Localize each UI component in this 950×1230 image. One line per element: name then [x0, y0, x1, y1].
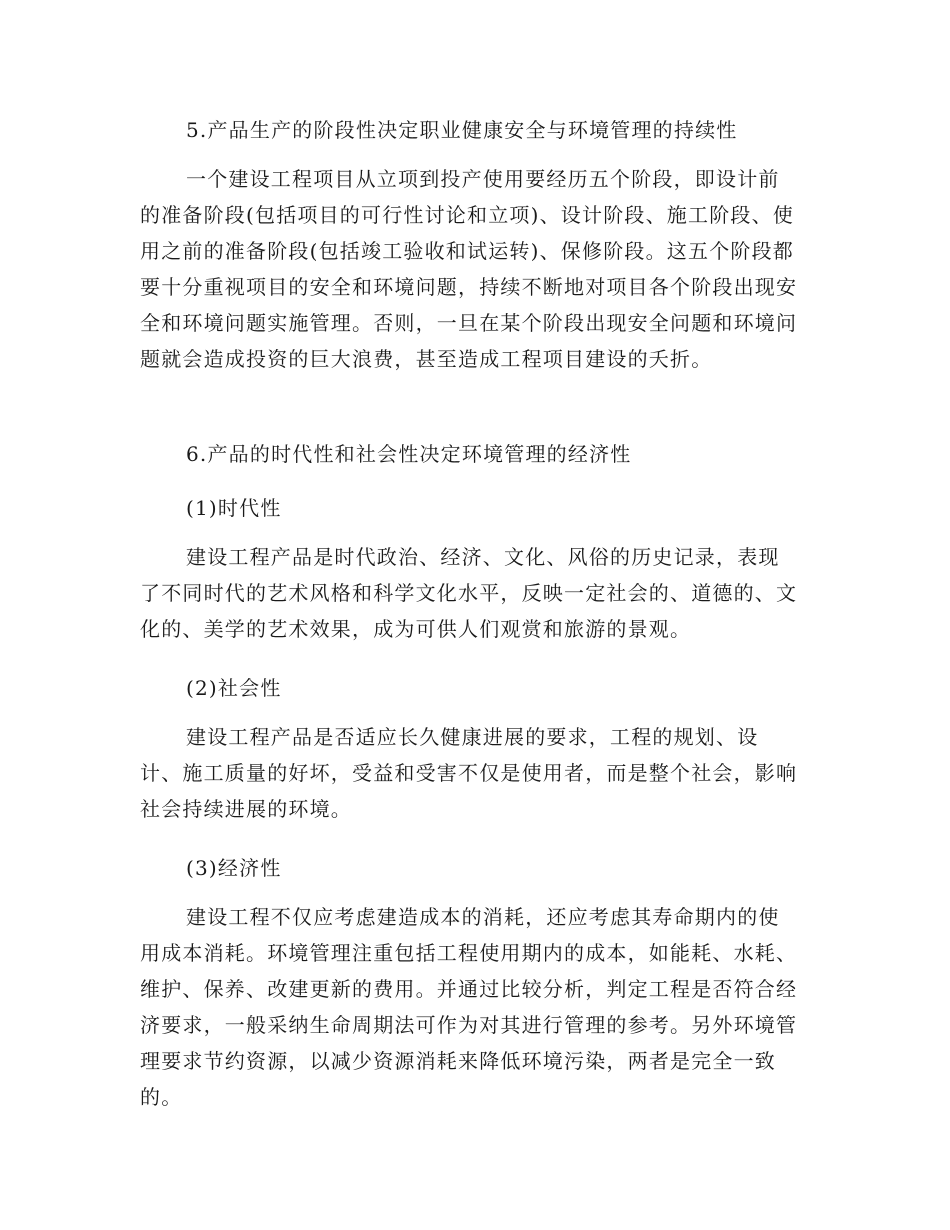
- subheading-social: (2)社会性: [186, 676, 282, 700]
- paragraph-stages: 一个建设工程项目从立项到投产使用要经历五个阶段，即设计前的准备阶段(包括项目的可行性讨论和立项)、设计阶段、施工阶段、使用之前的准备阶段(包括竣工验收和试运转)、保修阶段。这五个阶段都要十分重视项目的安全和环境问题，持续不断地对项目各个阶段出现安全和环境问题实施管理。否则，一旦在某个阶段出现安全问题和环境问题就会造成投资的巨大浪费，甚至造成工程项目建设的夭折。: [140, 167, 798, 371]
- paragraph-social: 建设工程产品是否适应长久健康进展的要求，工程的规划、设计、施工质量的好坏，受益和受害不仅是使用者，而是整个社会，影响社会持续进展的环境。: [140, 725, 798, 821]
- section-heading-5: 5.产品生产的阶段性决定职业健康安全与环境管理的持续性: [186, 118, 738, 142]
- subheading-economic: (3)经济性: [186, 856, 282, 880]
- paragraph-era: 建设工程产品是时代政治、经济、文化、风俗的历史记录，表现了不同时代的艺术风格和科学文化水平，反映一定社会的、道德的、文化的、美学的艺术效果，成为可供人们观赏和旅游的景观。: [140, 545, 798, 641]
- paragraph-economic: 建设工程不仅应考虑建造成本的消耗，还应考虑其寿命期内的使用成本消耗。环境管理注重包括工程使用期内的成本，如能耗、水耗、维护、保养、改建更新的费用。并通过比较分析，判定工程是否符合经济要求，一般采纳生命周期法可作为对其进行管理的参考。另外环境管理要求节约资源，以减少资源消耗来降低环境污染，两者是完全一致的。: [140, 905, 798, 1109]
- subheading-era: (1)时代性: [186, 496, 282, 520]
- section-heading-6: 6.产品的时代性和社会性决定环境管理的经济性: [186, 442, 632, 466]
